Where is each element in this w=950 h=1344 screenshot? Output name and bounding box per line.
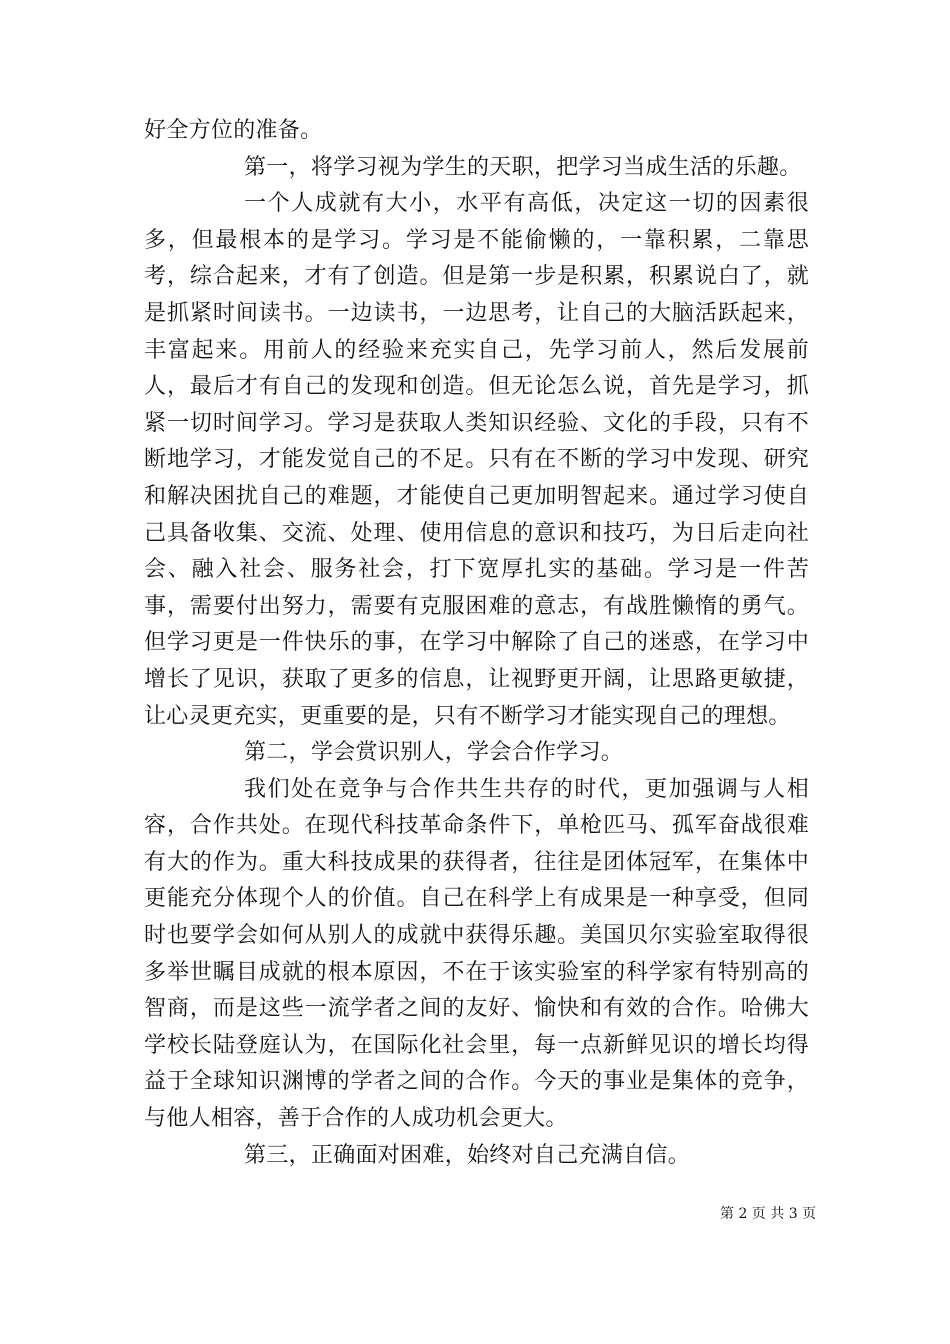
paragraph-continuation: 好全方位的准备。 xyxy=(144,118,323,143)
paragraph-cooperation: 我们处在竞争与合作共生共存的时代，更加强调与人相容，合作共处。在现代科技革命条件下，单枪匹马、孤军奋战很难有大的作为。重大科技成果的获得者，往往是团体冠军，在集体中更能充分体现个人的价值。自己在科学上有成果是一种享受，但同时也要学会如何从别人的成就中获得乐趣。美国贝尔实验室取得很多举世瞩目成就的根本原因，不在于该实验室的科学家有特别高的智商，而是这些一流学者之间的友好、愉快和有效的合作。哈佛大学校长陆登庭认为，在国际化社会里，每一点新鲜见识的增长均得益于全球知识渊博的学者之间的合作。今天的事业是集体的竞争，与他人相容，善于合作的人成功机会更大。 xyxy=(144,776,809,1132)
section-heading-first: 第一，将学习视为学生的天职，把学习当成生活的乐趣。 xyxy=(244,154,802,180)
page-number: 第 2 页 共 3 页 xyxy=(720,1206,817,1222)
section-heading-second: 第二，学会赏识别人，学会合作学习。 xyxy=(244,740,624,766)
section-heading-third: 第三，正确面对困难，始终对自己充满自信。 xyxy=(244,1142,691,1168)
paragraph-learning: 一个人成就有大小，水平有高低，决定这一切的因素很多，但最根本的是学习。学习是不能偷懒的，一靠积累，二靠思考，综合起来，才有了创造。但是第一步是积累，积累说白了，就是抓紧时间读书。一边读书，一边思考，让自己的大脑活跃起来，丰富起来。用前人的经验来充实自己，先学习前人，然后发展前人，最后才有自己的发现和创造。但无论怎么说，首先是学习，抓紧一切时间学习。学习是获取人类知识经验、文化的手段，只有不断地学习，才能发觉自己的不足。只有在不断的学习中发现、研究和解决困扰自己的难题，才能使自己更加明智起来。通过学习使自己具备收集、交流、处理、使用信息的意识和技巧，为日后走向社会、融入社会、服务社会，打下宽厚扎实的基础。学习是一件苦事，需要付出努力，需要有克服困难的意志，有战胜懒惰的勇气。但学习更是一件快乐的事，在学习中解除了自己的迷惑，在学习中增长了见识，获取了更多的信息，让视野更开阔，让思路更敏捷，让心灵更充实，更重要的是，只有不断学习才能实现自己的理想。 xyxy=(144,191,809,729)
document-body xyxy=(144,113,809,1174)
